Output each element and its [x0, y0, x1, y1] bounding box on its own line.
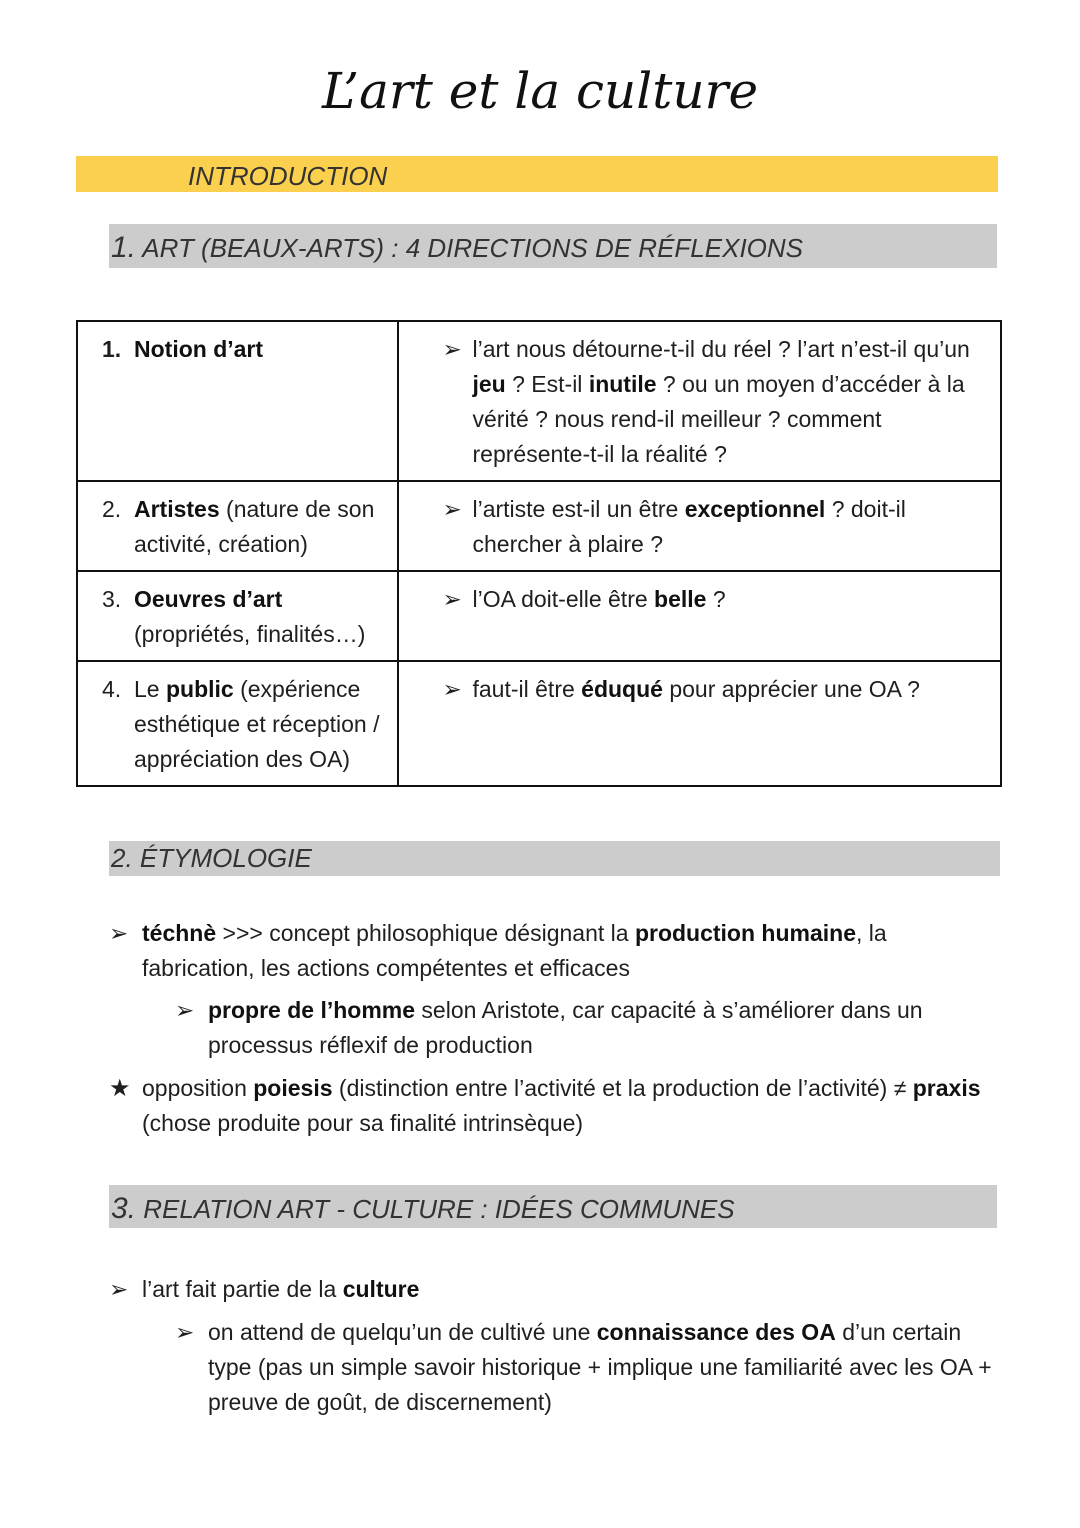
row-topic: Le public (expérience esthétique et réception / appréciation des OA) — [134, 676, 380, 772]
row-question: l’artiste est-il un être exceptionnel ? doit-il chercher à plaire ? — [472, 496, 906, 557]
page-title: L’art et la culture — [321, 62, 759, 120]
introduction-label: INTRODUCTION — [188, 161, 388, 191]
row-topic: Notion d’art — [134, 336, 264, 362]
table-row — [77, 321, 1001, 481]
cultivated-person-note: ➢ on attend de quelqu’un de cultivé une connaissance des OA d’un certain type (pas un simple savoir historique + implique une familiarité avec les OA + preuve de goût, de discernement) — [175, 1315, 1005, 1420]
arrow-bullet-icon: ➢ — [442, 496, 462, 522]
section-1-number: 1. — [111, 231, 137, 264]
art-culture-point: ➢ l’art fait partie de la culture — [109, 1272, 989, 1307]
arrow-bullet-icon: ➢ — [175, 1319, 195, 1345]
techne-definition: ➢ téchnè >>> concept philosophique désignant la production humaine, la fabrication, les actions compétentes et efficaces — [109, 916, 989, 986]
row-question: faut-il être éduqué pour apprécier une OA ? — [472, 676, 920, 702]
section-2-heading — [109, 841, 1000, 876]
arrow-bullet-icon: ➢ — [442, 586, 462, 612]
section-2-title: ÉTYMOLOGIE — [139, 843, 312, 873]
row-topic: Artistes (nature de son activité, création) — [134, 496, 375, 557]
section-1-heading — [109, 224, 997, 268]
row-topic: Oeuvres d’art (propriétés, finalités…) — [134, 586, 366, 647]
table-row — [77, 571, 1001, 661]
row-number: 2. — [102, 496, 122, 522]
row-number: 3. — [102, 586, 122, 612]
arrow-bullet-icon: ➢ — [175, 997, 195, 1023]
poiesis-praxis-opposition: ★ opposition poiesis (distinction entre l’activité et la production de l’activité) ≠ praxis (chose produite pour sa finalité intrinsèque) — [109, 1071, 989, 1141]
arrow-bullet-icon: ➢ — [442, 336, 462, 362]
propre-de-lhomme-note: ➢ propre de l’homme selon Aristote, car capacité à s’améliorer dans un processus réflexif de production — [175, 993, 965, 1063]
introduction-banner — [76, 156, 998, 192]
arrow-bullet-icon: ➢ — [442, 676, 462, 702]
row-question: l’art nous détourne-t-il du réel ? l’art n’est-il qu’un jeu ? Est-il inutile ? ou un moyen d’accéder à la vérité ? nous rend-il meilleur ? comment représente-t-il la réalité ? — [472, 336, 970, 467]
star-icon: ★ — [109, 1075, 131, 1102]
section-3-number: 3. — [111, 1192, 137, 1225]
arrow-bullet-icon: ➢ — [109, 920, 129, 946]
row-number: 1. — [102, 336, 122, 362]
table-row — [77, 481, 1001, 571]
table-row — [77, 661, 1001, 786]
arrow-bullet-icon: ➢ — [109, 1276, 129, 1302]
section-2-number: 2. — [111, 843, 133, 873]
row-number: 4. — [102, 676, 122, 702]
row-question: l’OA doit-elle être belle ? — [472, 586, 726, 612]
section-3-heading — [109, 1185, 997, 1228]
section-3-title: RELATION ART - CULTURE : IDÉES COMMUNES — [143, 1194, 735, 1224]
section-1-title: ART (BEAUX-ARTS) : 4 DIRECTIONS DE RÉFLEXIONS — [142, 233, 804, 263]
directions-table — [76, 320, 1002, 787]
